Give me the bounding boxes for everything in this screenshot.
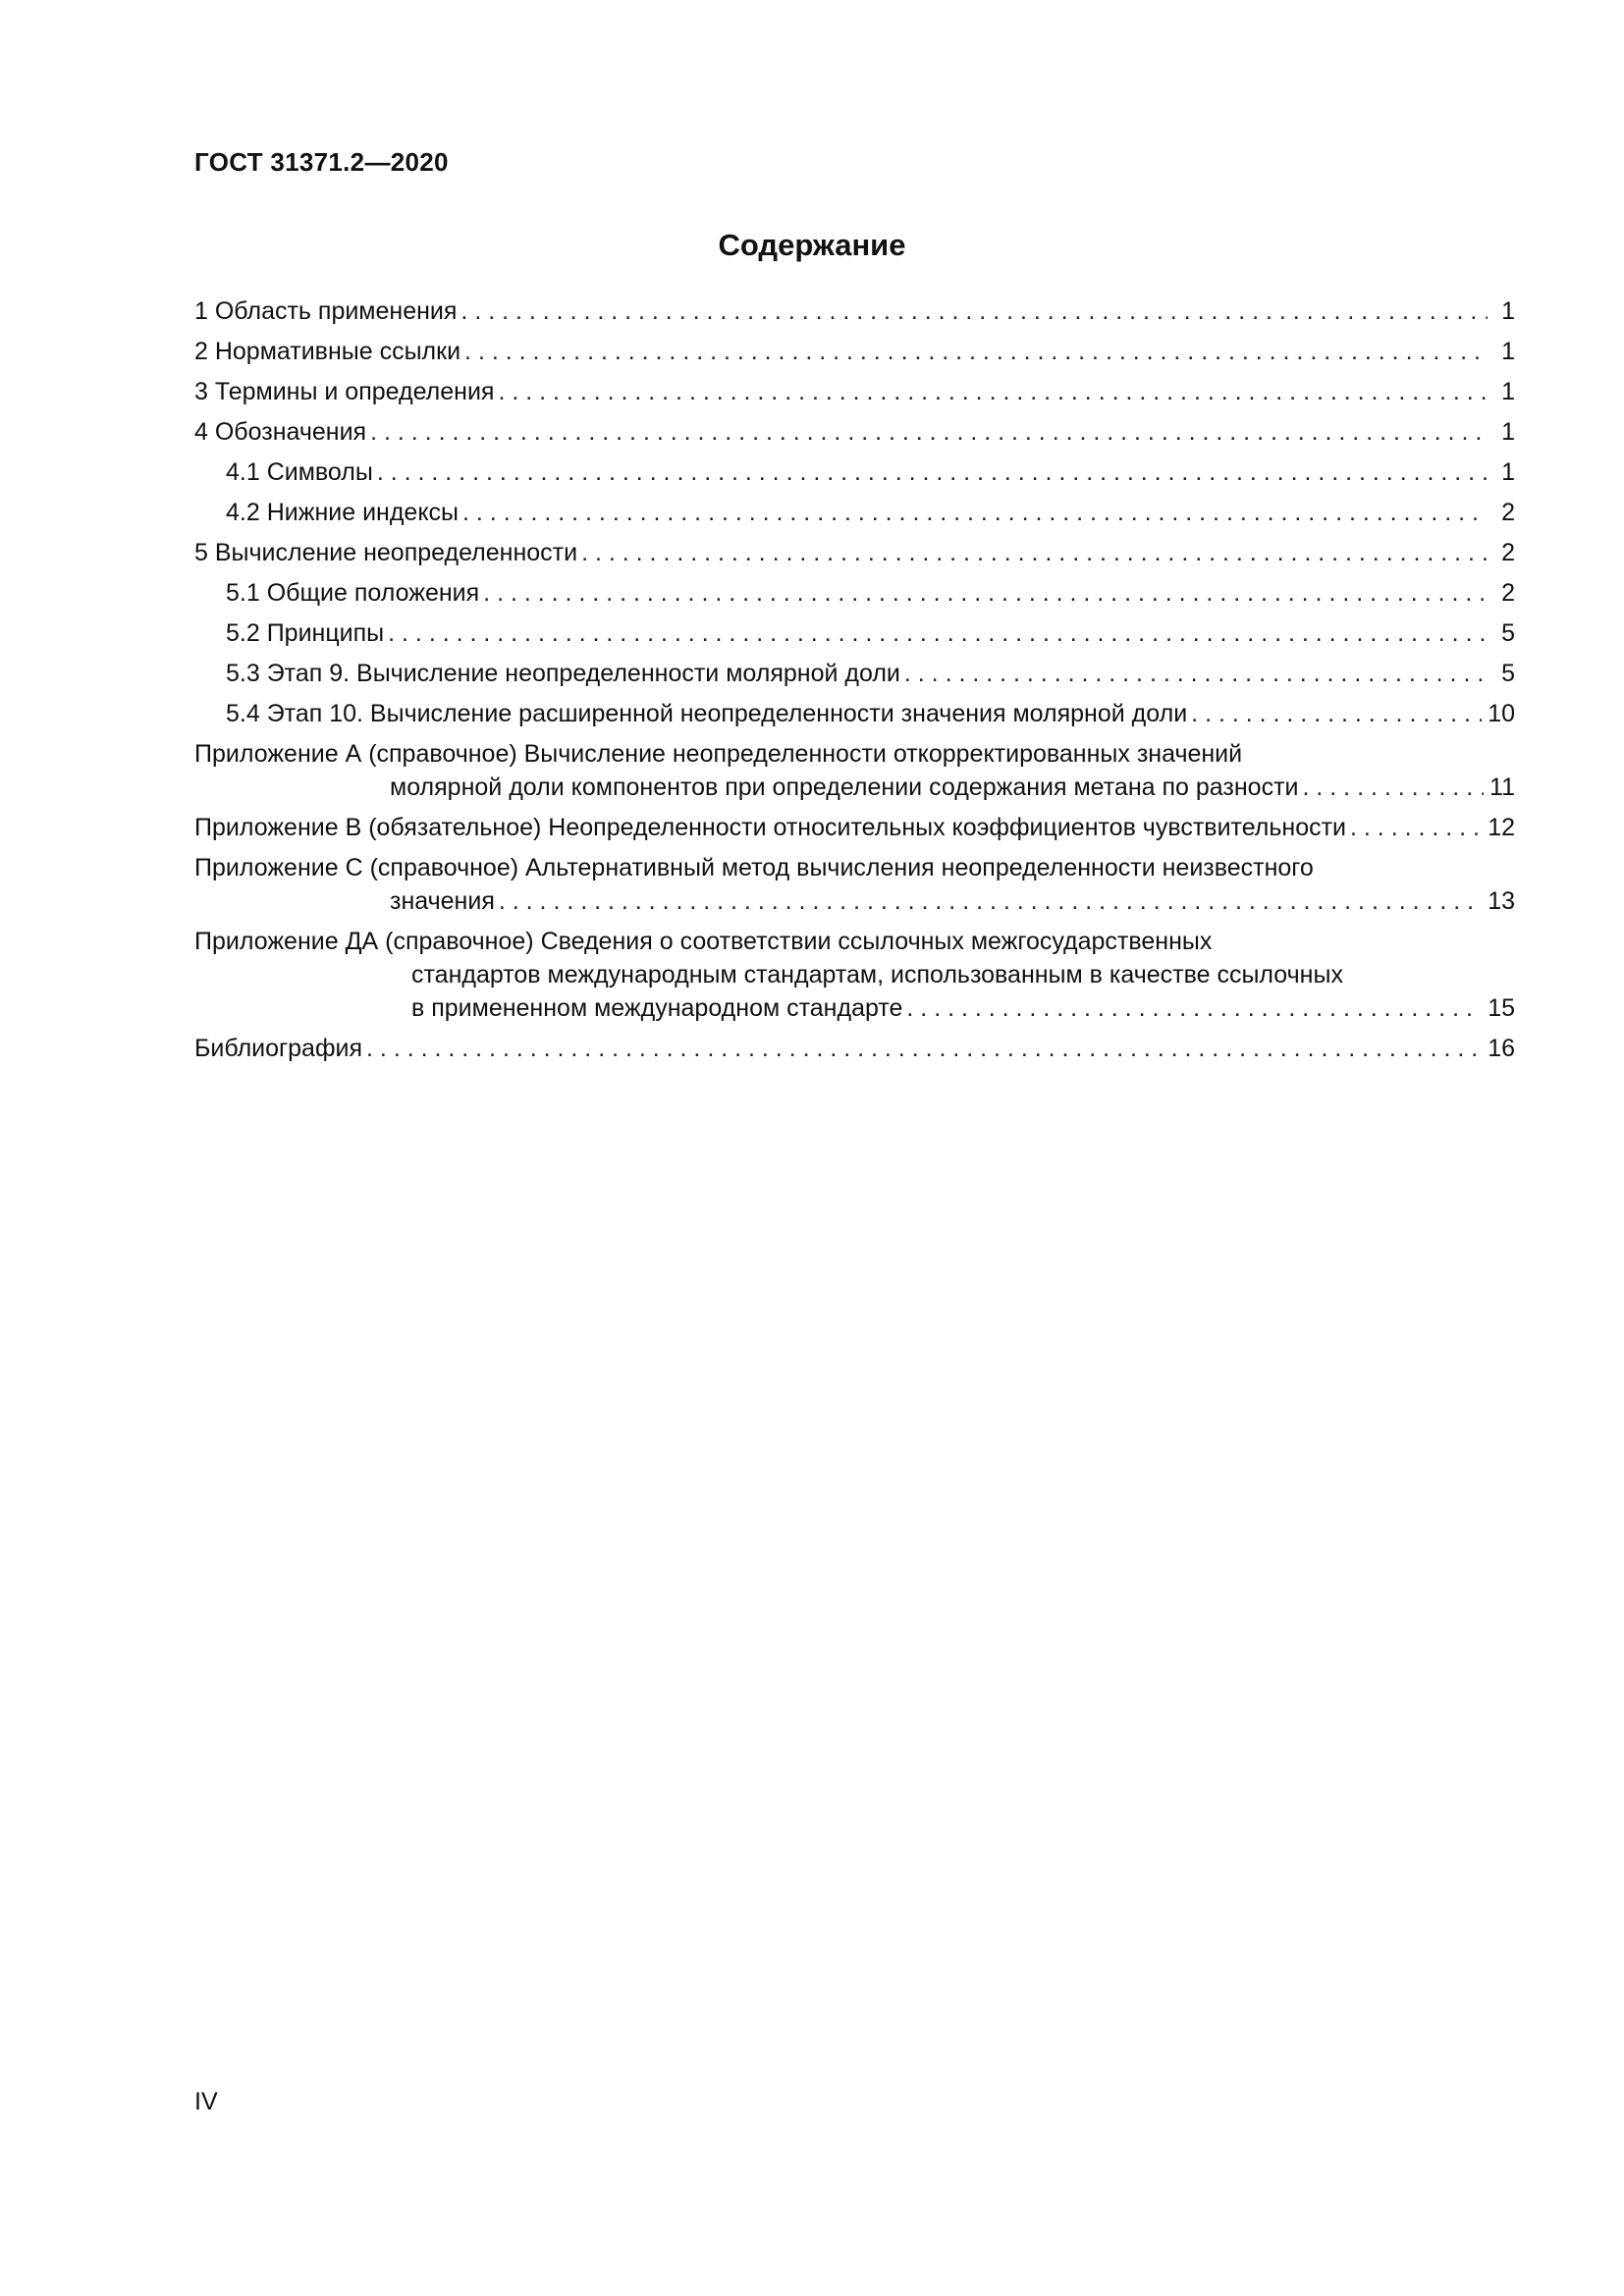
toc-entry-annex-c[interactable]	[194, 851, 1515, 918]
toc-entry-annex-b[interactable]	[194, 811, 1515, 844]
toc-entry-page: 1	[1501, 297, 1515, 325]
toc-entry-step-10[interactable]	[194, 697, 1515, 730]
toc-leader-dots	[460, 294, 1488, 328]
toc-entry-label-line1: Приложение ДА (справочное) Сведения о соответствии ссылочных межгосударственных	[194, 928, 1213, 955]
toc-entry-page: 2	[1501, 499, 1515, 526]
toc-entry-annex-da[interactable]	[194, 925, 1515, 1025]
toc-entry-annex-a[interactable]	[194, 737, 1515, 804]
toc-entry-label: 2 Нормативные ссылки	[194, 338, 461, 365]
toc-leader-dots	[1303, 771, 1485, 804]
toc-entry-page: 15	[1488, 994, 1515, 1022]
toc-entry-symbols[interactable]	[194, 455, 1515, 489]
toc-leader-dots	[1350, 811, 1482, 844]
toc-leader-dots	[483, 576, 1488, 610]
toc-entry-label-line2: значения	[390, 887, 495, 915]
page-number: IV	[194, 2088, 218, 2115]
toc-entry-page: 1	[1501, 458, 1515, 486]
toc-entry-page: 1	[1501, 418, 1515, 446]
toc-entry-scope[interactable]	[194, 294, 1515, 328]
toc-entry-general[interactable]	[194, 576, 1515, 610]
toc-entry-principles[interactable]	[194, 616, 1515, 650]
toc-entry-label: 4.2 Нижние индексы	[226, 499, 460, 526]
toc-entry-label: 1 Область применения	[194, 297, 458, 325]
toc-entry-page: 13	[1488, 887, 1515, 915]
toc-entry-normative-references[interactable]	[194, 335, 1515, 368]
toc-entry-page: 1	[1501, 338, 1515, 365]
toc-entry-bibliography[interactable]	[194, 1032, 1515, 1065]
toc-entry-label: 3 Термины и определения	[194, 378, 495, 405]
toc-entry-label: 4 Обозначения	[194, 418, 367, 446]
toc-leader-dots	[366, 1032, 1482, 1065]
toc-leader-dots	[388, 616, 1488, 650]
toc-leader-dots	[462, 496, 1488, 529]
toc-leader-dots	[377, 455, 1488, 489]
toc-entry-label-line1: Приложение А (справочное) Вычисление неопределенности откорректированных значений	[194, 740, 1243, 768]
toc-entry-label: 5.4 Этап 10. Вычисление расширенной неопределенности значения молярной доли	[226, 700, 1188, 727]
toc-entry-label: 5.3 Этап 9. Вычисление неопределенности молярной доли	[226, 660, 900, 687]
toc-entry-page: 5	[1501, 660, 1515, 687]
toc-entry-uncertainty-calculation[interactable]	[194, 536, 1515, 569]
toc-entry-page: 2	[1501, 579, 1515, 607]
toc-entry-page: 12	[1488, 814, 1515, 841]
toc-entry-label: 4.1 Символы	[226, 458, 373, 486]
toc-entry-page: 2	[1501, 539, 1515, 566]
toc-entry-label-line1: Приложение С (справочное) Альтернативный метод вычисления неопределенности неизвестного	[194, 854, 1314, 881]
toc-leader-dots	[581, 536, 1488, 569]
toc-entry-label-line2: стандартов международным стандартам, использованным в качестве ссылочных	[411, 961, 1343, 988]
toc-entry-page: 11	[1489, 774, 1515, 801]
toc-leader-dots	[464, 335, 1488, 368]
toc-entry-label: 5.2 Принципы	[226, 619, 385, 647]
toc-leader-dots	[906, 991, 1482, 1025]
toc-entry-label: 5.1 Общие положения	[226, 579, 480, 607]
toc-entry-label-line3: в примененном международном стандарте	[411, 994, 903, 1022]
toc-entry-page: 5	[1501, 619, 1515, 647]
document-code: ГОСТ 31371.2—2020	[194, 147, 449, 177]
toc-entry-page: 10	[1488, 700, 1515, 727]
toc-entry-page: 16	[1488, 1035, 1515, 1062]
toc-entry-page: 1	[1501, 378, 1515, 405]
toc-entry-label-line2: молярной доли компонентов при определении содержания метана по разности	[390, 774, 1299, 801]
toc-entry-label: Библиография	[194, 1035, 363, 1062]
toc-entry-label: Приложение В (обязательное) Неопределенности относительных коэффициентов чувствительности	[194, 814, 1347, 841]
toc-entry-label: 5 Вычисление неопределенности	[194, 539, 578, 566]
toc-leader-dots	[498, 375, 1488, 408]
toc-entry-step-9[interactable]	[194, 657, 1515, 690]
toc-leader-dots	[1191, 697, 1482, 730]
toc-entry-subscripts[interactable]	[194, 496, 1515, 529]
toc-entry-terms[interactable]	[194, 375, 1515, 408]
toc-title: Содержание	[718, 228, 906, 262]
toc-leader-dots	[904, 657, 1488, 690]
table-of-contents	[194, 294, 1515, 1072]
toc-entry-designations[interactable]	[194, 415, 1515, 449]
toc-leader-dots	[370, 415, 1488, 449]
toc-leader-dots	[499, 884, 1482, 918]
